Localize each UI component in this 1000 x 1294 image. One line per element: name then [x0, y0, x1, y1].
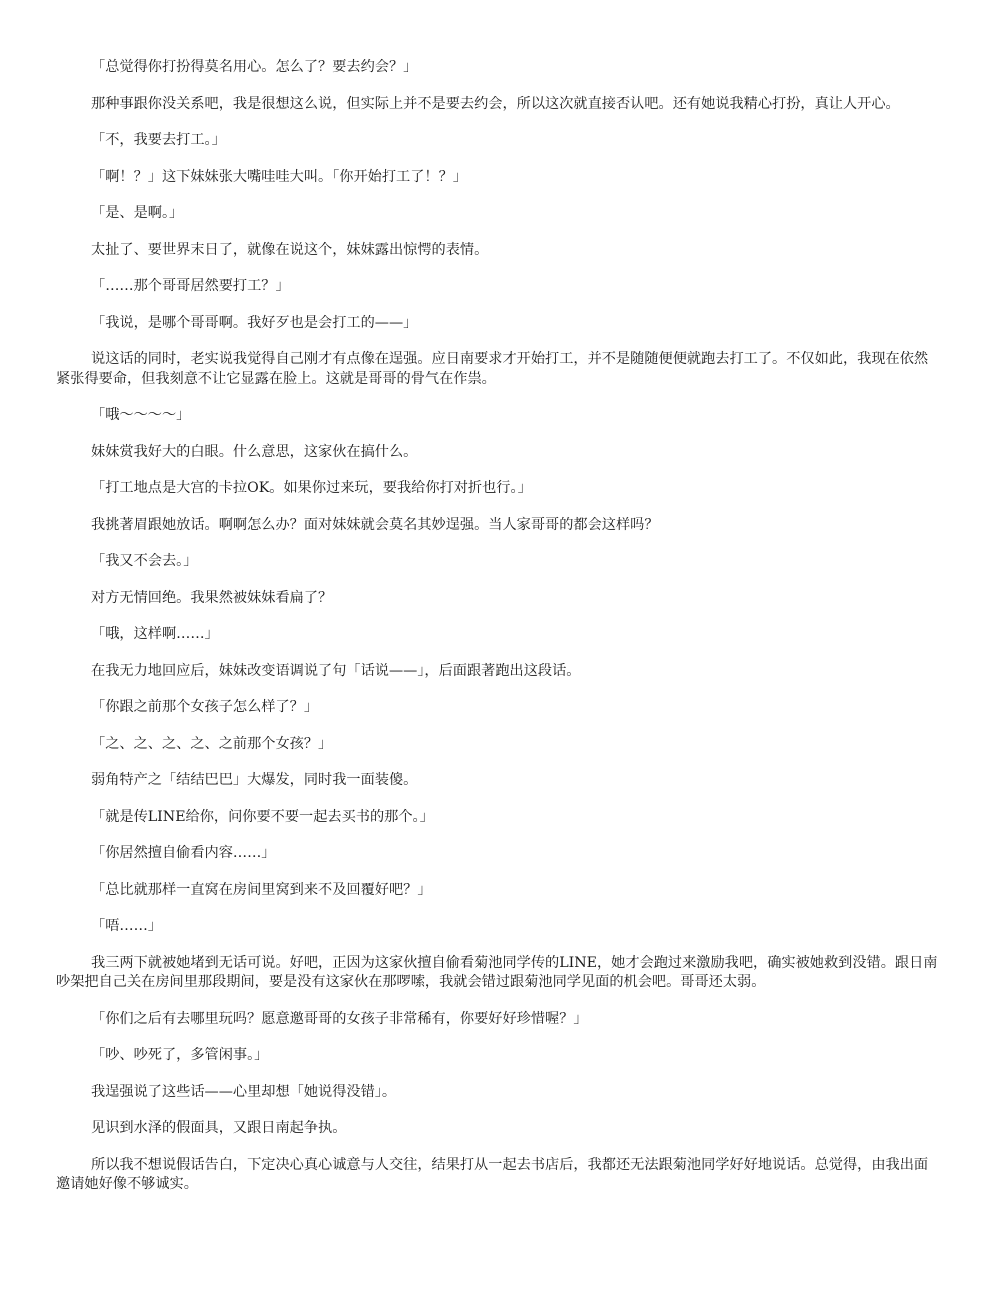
- paragraph: 「总觉得你打扮得莫名用心。怎么了？要去约会？」: [91, 59, 418, 75]
- paragraph: 「打工地点是大宫的卡拉OK。如果你过来玩，要我给你打对折也行。」: [91, 480, 532, 496]
- paragraph: 「我说，是哪个哥哥啊。我好歹也是会打工的——」: [91, 314, 418, 331]
- paragraph: 「唔……」: [91, 918, 162, 934]
- paragraph: 太扯了、要世界末日了，就像在说这个，妹妹露出惊愕的表情。: [91, 241, 489, 258]
- paragraph: 弱角特产之「结结巴巴」大爆发，同时我一面装傻。: [91, 772, 418, 788]
- paragraph: 所以我不想说假话告白，下定决心真心诚意与人交往，结果打从一起去书店后，我都还无法跟菊池同学好好地说话。总觉得，由我出面邀请她好像不够诚实。: [56, 1156, 929, 1192]
- document-page: [56, 58, 942, 1212]
- paragraph: 「总比就那样一直窝在房间里窝到来不及回覆好吧？」: [91, 881, 432, 898]
- paragraph: 「你居然擅自偷看内容……」: [91, 845, 276, 861]
- paragraph: 「是、是啊。」: [91, 205, 184, 221]
- paragraph: 见识到水泽的假面具，又跟日南起争执。: [91, 1120, 347, 1136]
- paragraph: 「不，我要去打工。」: [91, 132, 226, 148]
- paragraph: 我三两下就被她堵到无话可说。好吧，正因为这家伙擅自偷看菊池同学传的LINE，她才会跑过来激励我吧，确实被她救到没错。跟日南吵架把自己关在房间里那段期间，要是没有这家伙在那啰嗦，我就会错过跟菊池同学见面的机会吧。哥哥还太弱。: [56, 954, 938, 990]
- paragraph: 「啊！？」这下妹妹张大嘴哇哇大叫。「你开始打工了！？」: [91, 168, 467, 185]
- paragraph: 「你们之后有去哪里玩吗？愿意邀哥哥的女孩子非常稀有，你要好好珍惜喔？」: [91, 1010, 588, 1027]
- paragraph: 妹妹赏我好大的白眼。什么意思，这家伙在搞什么。: [91, 443, 418, 460]
- paragraph: 我挑著眉跟她放话。啊啊怎么办？面对妹妹就会莫名其妙逞强。当人家哥哥的都会这样吗？: [91, 516, 659, 533]
- paragraph: 「之、之、之、之、之前那个女孩？」: [91, 735, 333, 752]
- paragraph: 「……那个哥哥居然要打工？」: [91, 278, 290, 294]
- paragraph: 「哦，这样啊……」: [91, 626, 219, 642]
- paragraph: 说这话的同时，老实说我觉得自己刚才有点像在逞强。应日南要求才开始打工，并不是随随便便就跑去打工了。不仅如此，我现在依然紧张得要命，但我刻意不让它显露在脸上。这就是哥哥的骨气在作祟。: [56, 351, 929, 387]
- paragraph: 「就是传LINE给你，问你要不要一起去买书的那个。」: [91, 808, 434, 825]
- paragraph: 对方无情回绝。我果然被妹妹看扁了？: [91, 589, 333, 606]
- paragraph: 「我又不会去。」: [91, 553, 198, 569]
- paragraph: 「吵、吵死了，多管闲事。」: [91, 1047, 269, 1063]
- paragraph: 「你跟之前那个女孩子怎么样了？」: [91, 699, 319, 715]
- paragraph: 那种事跟你没关系吧，我是很想这么说，但实际上并不是要去约会，所以这次就直接否认吧。还有她说我精心打扮，真让人开心。: [91, 95, 900, 112]
- paragraph: 我逞强说了这些话——心里却想「她说得没错」。: [91, 1083, 397, 1100]
- paragraph: 「哦～～～～」: [91, 407, 191, 423]
- paragraph: 在我无力地回应后，妹妹改变语调说了句「话说——」，后面跟著跑出这段话。: [91, 662, 581, 679]
